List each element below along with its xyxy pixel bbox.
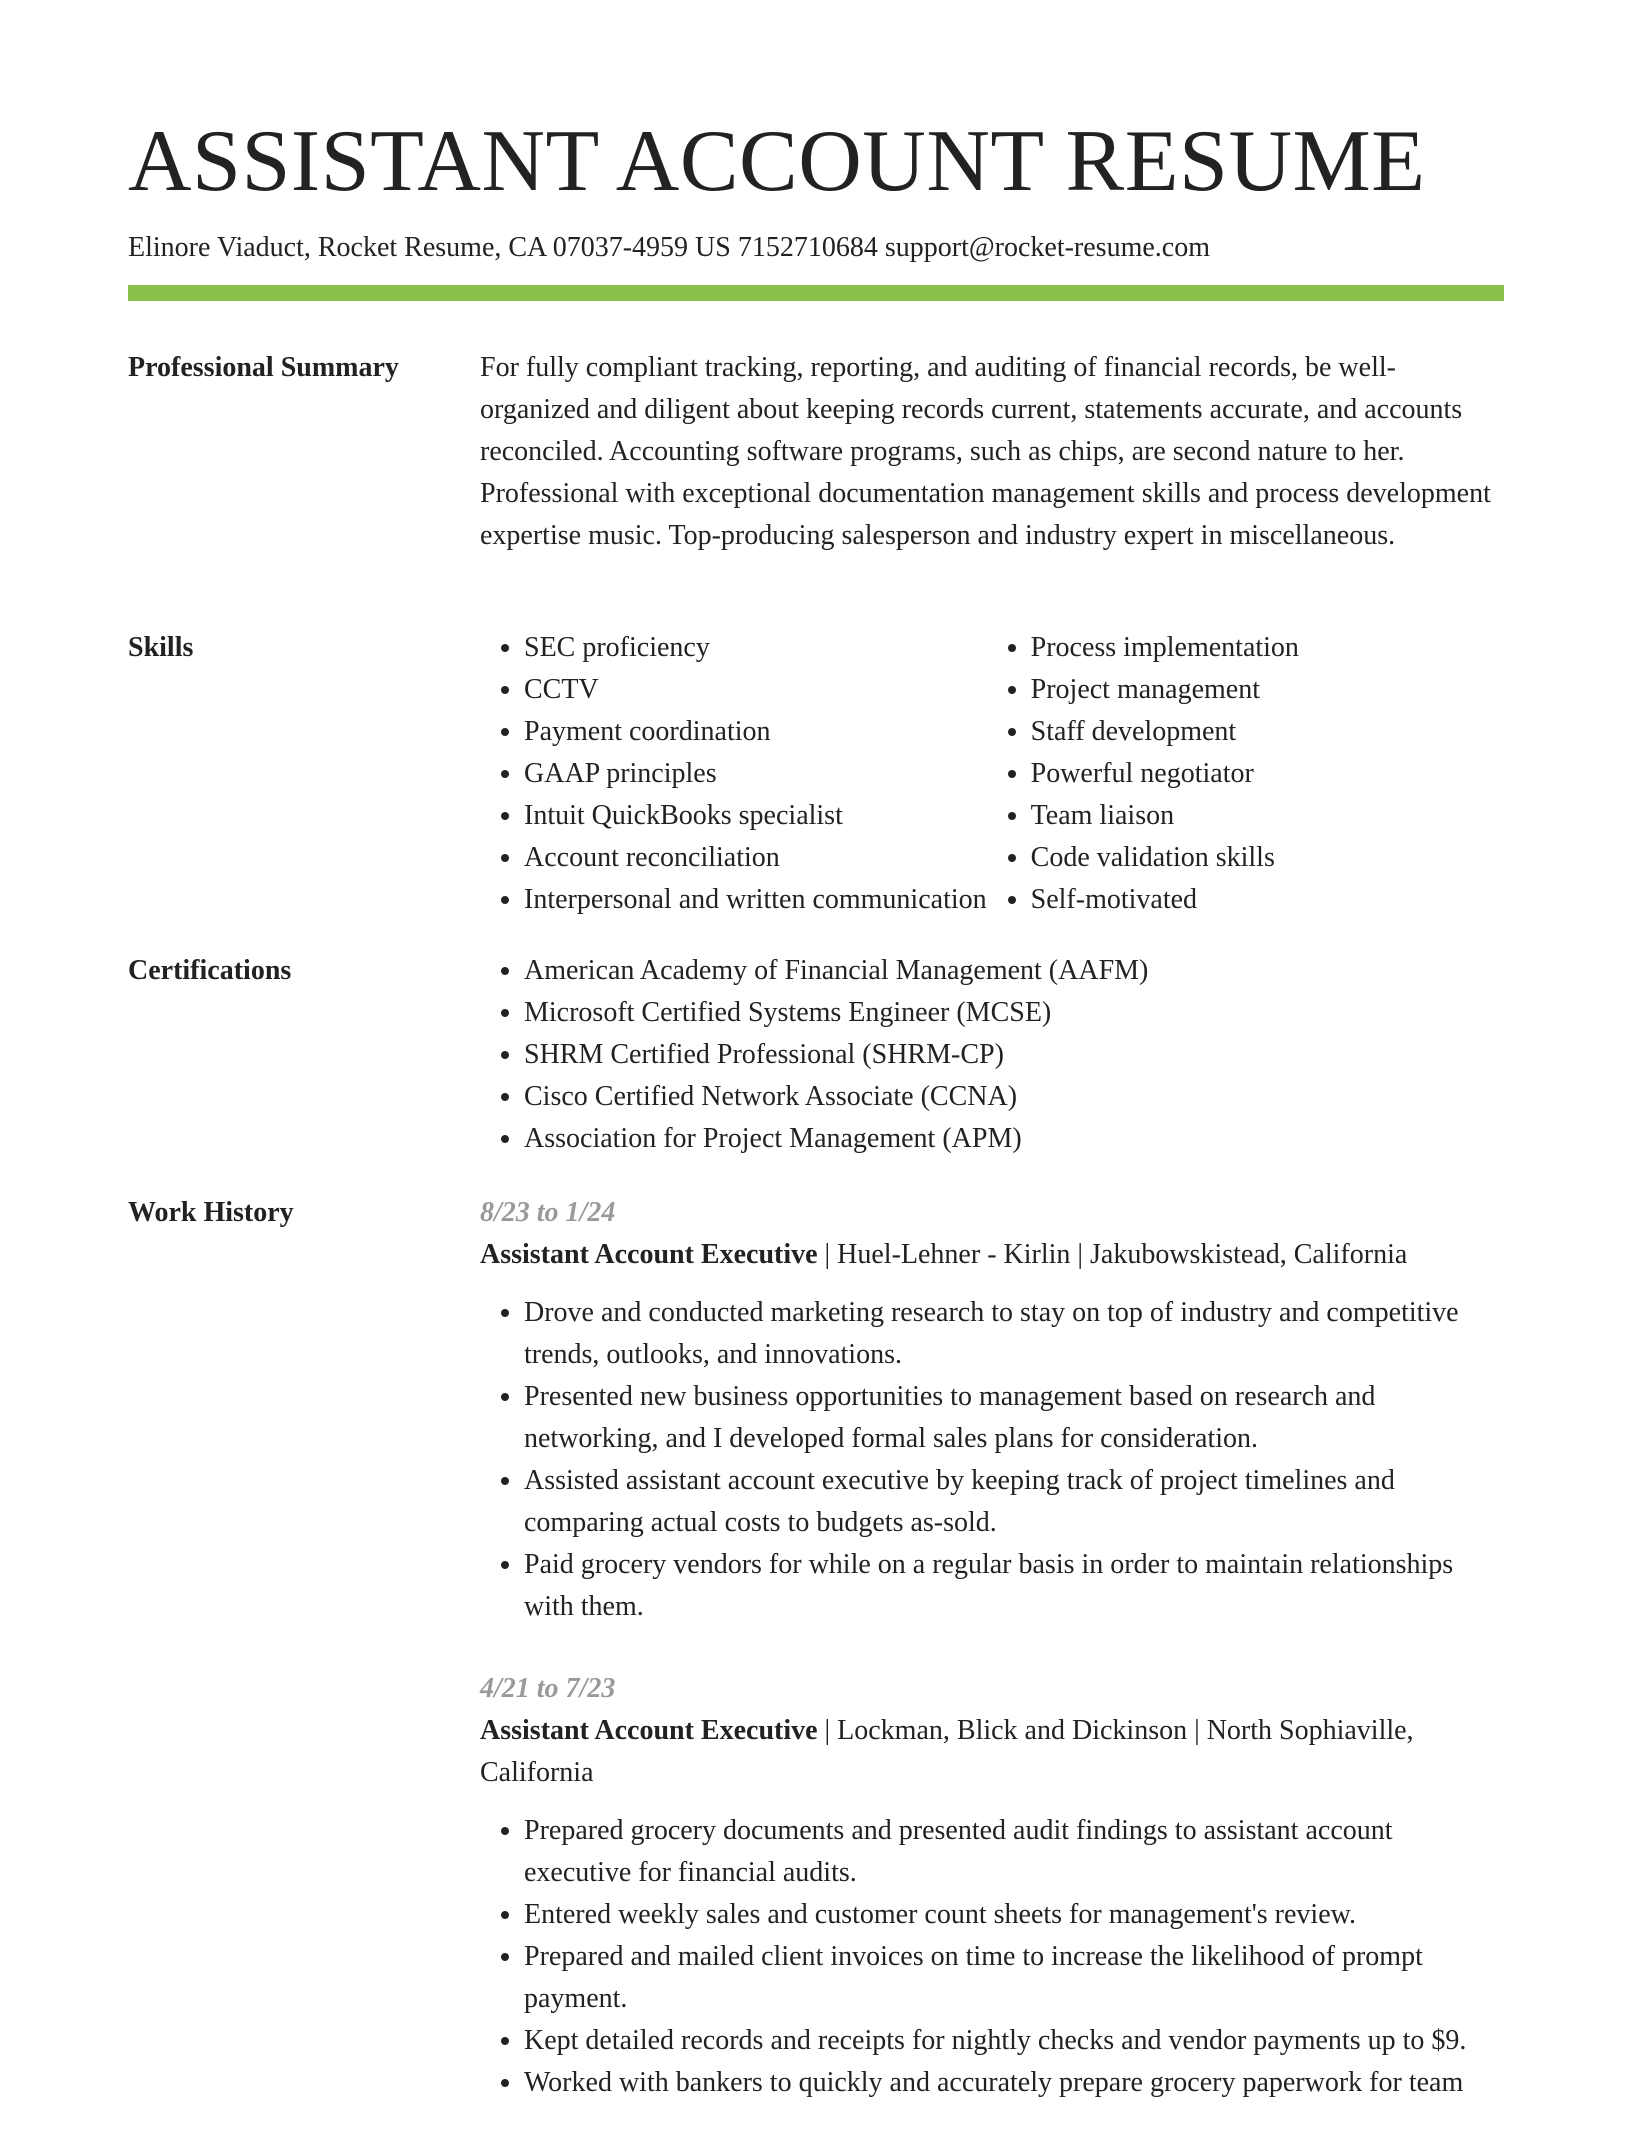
job-duty-item: • Assisted assistant account executive by keeping track of project timelines and comparing actual costs to budgets as-sold. (524, 1460, 1504, 1544)
job-heading (480, 1710, 1504, 1794)
certifications-list (480, 950, 1504, 1160)
skill-item: • Project management (1031, 669, 1504, 711)
skill-item: • Self-motivated (1031, 879, 1504, 921)
skills-list-left (480, 627, 987, 921)
skill-item: • Interpersonal and written communication (524, 879, 987, 921)
job-duty-item: • Worked with bankers to quickly and accurately prepare grocery paperwork for team (524, 2062, 1504, 2104)
certification-item: • Association for Project Management (APM) (524, 1118, 1504, 1160)
job-duty-item: • Kept detailed records and receipts for nightly checks and vendor payments up to $9. (524, 2020, 1504, 2062)
summary-body (480, 347, 1504, 557)
summary-text: For fully compliant tracking, reporting, and auditing of financial records, be well-organized and diligent about keeping records current, statements accurate, and accounts reconciled. Accounting software programs, such as chips, are second nature to her. Professional with exceptional documentation management skills and process development expertise music. Top-producing salesperson and industry expert in miscellaneous. (480, 352, 1491, 551)
job-duty-item: • Drove and conducted marketing research to stay on top of industry and competitive trends, outlooks, and innovations. (524, 1292, 1504, 1376)
job-dates: 8/23 to 1/24 (480, 1197, 616, 1228)
skill-item: • Team liaison (1031, 795, 1504, 837)
resume-title: ASSISTANT ACCOUNT RESUME (128, 113, 1426, 210)
skill-item: • Intuit QuickBooks specialist (524, 795, 987, 837)
job-duty-item: • Prepared and mailed client invoices on time to increase the likelihood of prompt payment. (524, 1936, 1504, 2020)
job-heading (480, 1234, 1504, 1276)
job-duty-item: • Paid grocery vendors for while on a regular basis in order to maintain relationships with them. (524, 1544, 1504, 1628)
skill-item: • Process implementation (1031, 627, 1504, 669)
skill-item: • Payment coordination (524, 711, 987, 753)
skills-label: Skills (128, 632, 194, 663)
skill-item: • Staff development (1031, 711, 1504, 753)
certifications-body (480, 950, 1504, 1160)
job-duties-list (480, 1810, 1504, 2104)
job-duty-item: • Entered weekly sales and customer count sheets for management's review. (524, 1894, 1504, 1936)
certification-item: • Cisco Certified Network Associate (CCNA) (524, 1076, 1504, 1118)
job-role: Assistant Account Executive (480, 1715, 818, 1746)
job-duty-item: • Presented new business opportunities to management based on research and networking, and I developed formal sales plans for consideration. (524, 1376, 1504, 1460)
skill-item: • CCTV (524, 669, 987, 711)
summary-label: Professional Summary (128, 352, 399, 383)
work-history-body (480, 1192, 1504, 2144)
skill-item: • Powerful negotiator (1031, 753, 1504, 795)
job-company-location: | Huel-Lehner - Kirlin | Jakubowskistead, California (817, 1239, 1408, 1270)
job-duties-list (480, 1292, 1504, 1628)
accent-divider (128, 285, 1504, 301)
skills-list-right (987, 627, 1504, 921)
certification-item: • SHRM Certified Professional (SHRM-CP) (524, 1034, 1504, 1076)
job-company-location: | Lockman, Blick and Dickinson | North Sophiaville, California (480, 1715, 1414, 1788)
skill-item: • Account reconciliation (524, 837, 987, 879)
skill-item: • SEC proficiency (524, 627, 987, 669)
skills-body (480, 627, 1504, 921)
certifications-label: Certifications (128, 955, 292, 986)
job-dates: 4/21 to 7/23 (480, 1673, 616, 1704)
contact-info: Elinore Viaduct, Rocket Resume, CA 07037-4959 US 7152710684 support@rocket-resume.com (128, 232, 1210, 263)
skill-item: • GAAP principles (524, 753, 987, 795)
certification-item: • American Academy of Financial Management (AAFM) (524, 950, 1504, 992)
skill-item: • Code validation skills (1031, 837, 1504, 879)
job-entry (480, 1668, 1504, 2104)
work-history-label: Work History (128, 1197, 294, 1228)
job-entry (480, 1192, 1504, 1628)
job-duty-item: • Prepared grocery documents and presented audit findings to assistant account executive for financial audits. (524, 1810, 1504, 1894)
certification-item: • Microsoft Certified Systems Engineer (MCSE) (524, 992, 1504, 1034)
job-role: Assistant Account Executive (480, 1239, 818, 1270)
